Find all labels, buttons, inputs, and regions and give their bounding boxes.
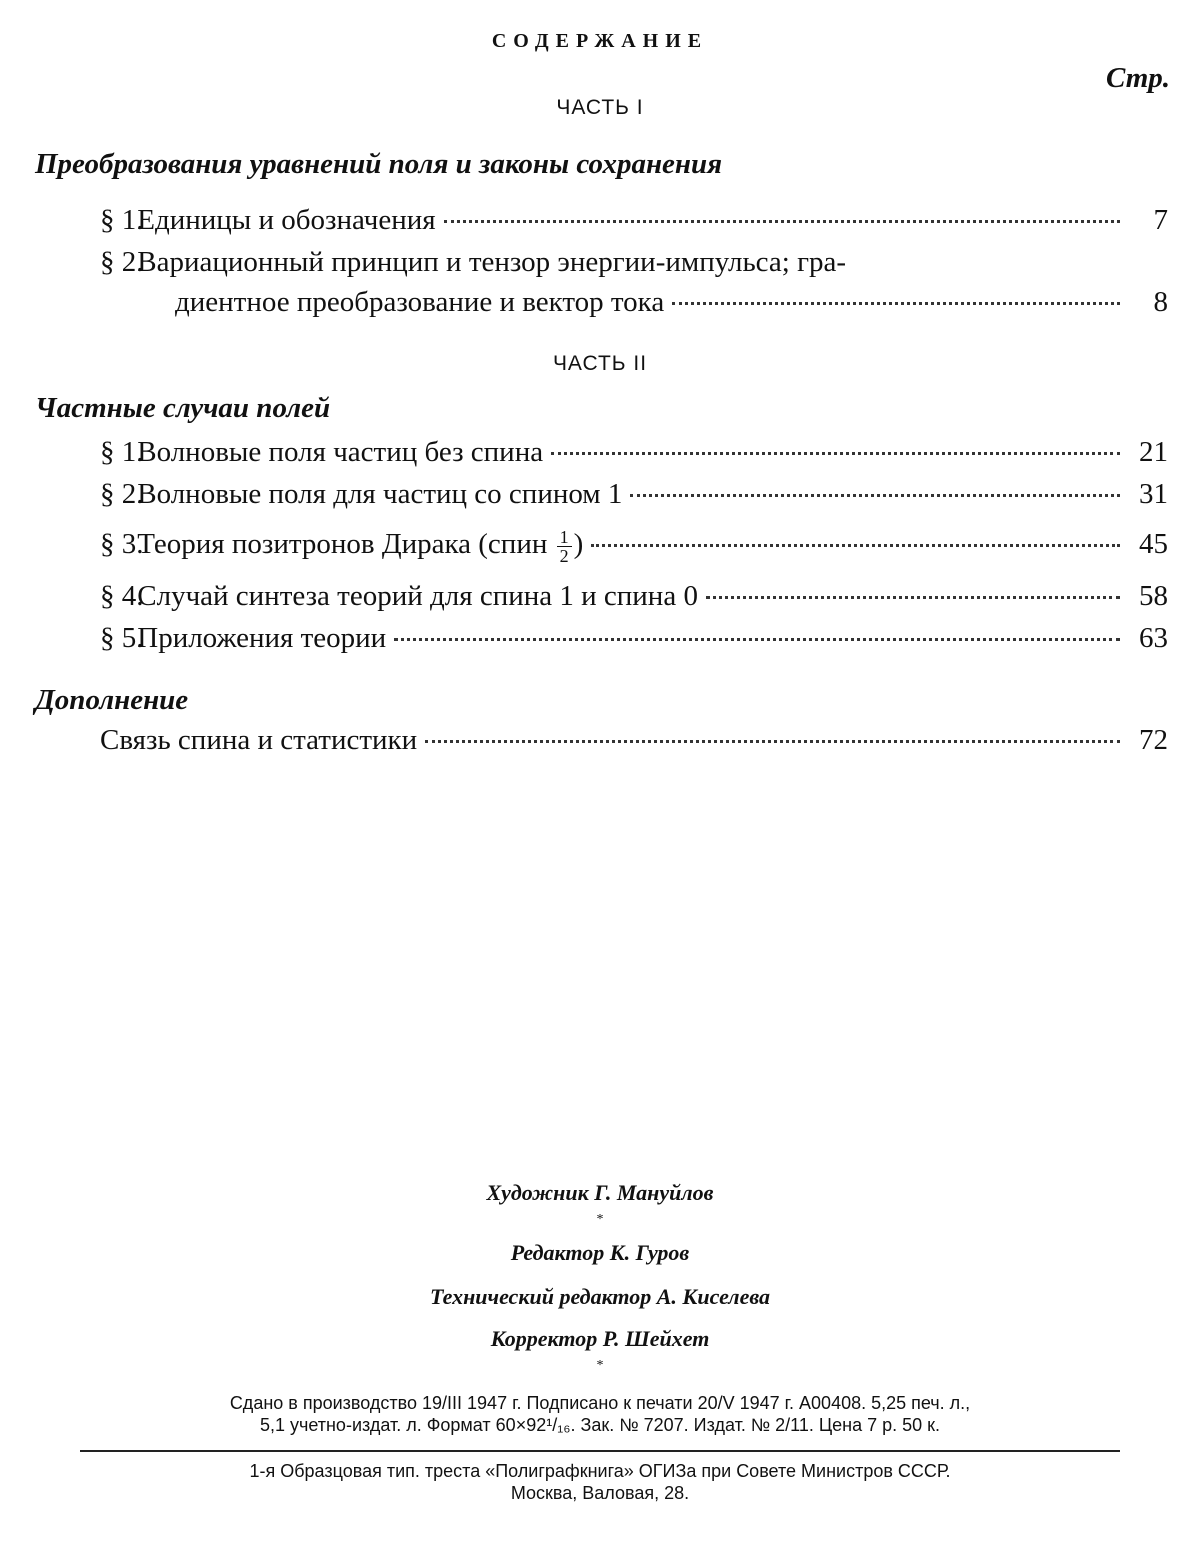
entry-page: 58 (1139, 580, 1168, 612)
entry-page: 31 (1139, 478, 1168, 510)
entry-page: 8 (1153, 286, 1168, 318)
separator-asterisk: * (596, 1212, 604, 1227)
toc-entry (100, 200, 1168, 240)
entry-number: § 3. (100, 528, 144, 560)
entry-title-line2: диентное преобразование и вектор тока (175, 286, 665, 318)
entry-number: § 1. (100, 436, 144, 468)
separator-asterisk: * (596, 1358, 604, 1373)
dot-leader (672, 302, 1120, 305)
entry-title: Связь спина и статистики (100, 724, 418, 756)
dot-leader (706, 596, 1120, 599)
imprint-line: 1-я Образцовая тип. треста «Полиграфкнига» ОГИЗа при Совете Министров СССР. (249, 1461, 951, 1481)
part-2-heading: Частные случаи полей (35, 392, 331, 424)
credit-tech-editor: Технический редактор А. Киселева (429, 1284, 771, 1309)
entry-page: 21 (1139, 436, 1168, 468)
entry-title: Приложения теории (137, 622, 387, 654)
fraction-one-half: $\frac{1}{2}$ (557, 528, 572, 565)
imprint-production (30, 1392, 1170, 1436)
contents-title: СОДЕРЖАНИЕ (491, 30, 709, 52)
toc-entry (100, 242, 1168, 322)
toc-entry (100, 432, 1168, 472)
entry-title-line1: Вариационный принцип и тензор энергии-импульса; гра- (137, 246, 846, 278)
part-1-heading: Преобразования уравнений поля и законы сохранения (35, 148, 723, 180)
dot-leader (394, 638, 1120, 641)
entry-number: § 2. (100, 478, 144, 510)
dot-leader (425, 740, 1120, 743)
entry-page: 72 (1139, 724, 1168, 756)
credit-artist: Художник Г. Мануйлов (486, 1180, 714, 1205)
imprint-line: 5,1 учетно-издат. л. Формат 60×92¹/₁₆. Зак. № 7207. Издат. № 2/11. Цена 7 р. 50 к. (259, 1415, 941, 1435)
part-2-label: ЧАСТЬ II (552, 352, 648, 375)
credit-proofreader: Корректор Р. Шейхет (490, 1326, 710, 1351)
toc-entry (100, 524, 1168, 565)
entry-number: § 1. (100, 204, 144, 236)
part-1-label: ЧАСТЬ I (556, 96, 644, 119)
entry-number: § 5. (100, 622, 144, 654)
imprint-printer (30, 1460, 1170, 1504)
entry-title: Волновые поля для частиц со спином 1 (137, 478, 623, 510)
toc-entry (100, 618, 1168, 658)
entry-page: 63 (1139, 622, 1168, 654)
entry-title: Теория позитронов Дирака (спин (137, 528, 548, 560)
dot-leader (444, 220, 1120, 223)
imprint-line: Москва, Валовая, 28. (510, 1483, 690, 1503)
toc-entry (100, 576, 1168, 616)
entry-number: § 4. (100, 580, 144, 612)
appendix-heading: Дополнение (35, 684, 189, 716)
entry-title: Волновые поля частиц без спина (137, 436, 544, 468)
imprint-divider (80, 1450, 1120, 1452)
toc-entry (100, 474, 1168, 514)
entry-title-suffix: ) (573, 528, 584, 560)
dot-leader (591, 544, 1120, 547)
page-column-label: Стр. (1105, 62, 1170, 94)
entry-title: Случай синтеза теорий для спина 1 и спина 0 (137, 580, 698, 612)
entry-page: 7 (1153, 204, 1168, 236)
dot-leader (551, 452, 1120, 455)
credit-editor: Редактор К. Гуров (510, 1240, 690, 1265)
entry-number: § 2. (100, 246, 144, 278)
entry-title: Единицы и обозначения (137, 204, 436, 236)
entry-page: 45 (1139, 528, 1168, 560)
imprint-line: Сдано в производство 19/III 1947 г. Подписано к печати 20/V 1947 г. А00408. 5,25 печ. л., (229, 1393, 971, 1413)
dot-leader (630, 494, 1120, 497)
toc-entry (100, 720, 1168, 760)
